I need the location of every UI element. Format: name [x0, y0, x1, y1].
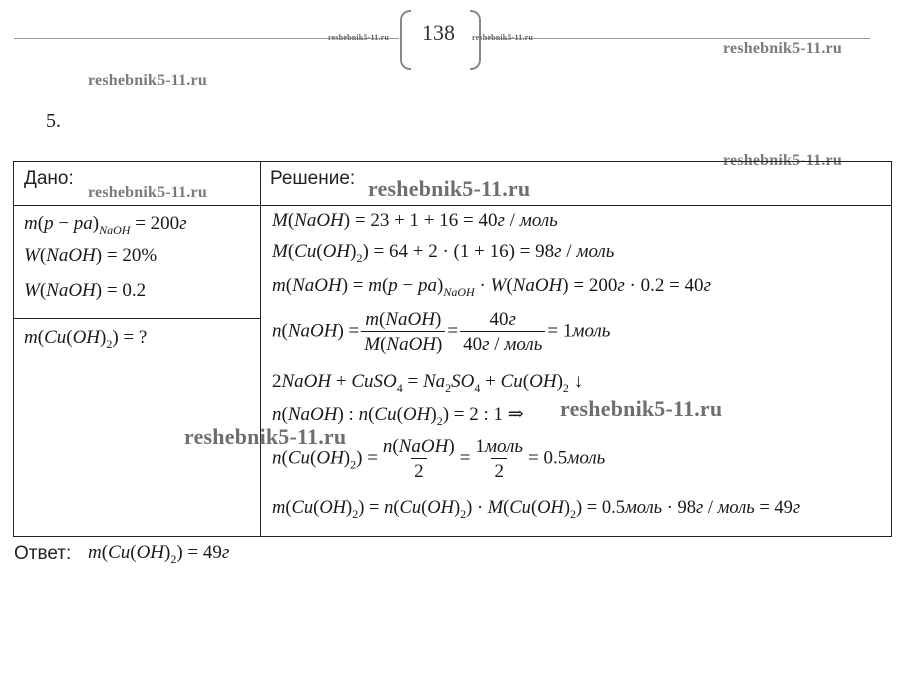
answer-value: $m(Cu(OH)_2) = 49г$	[88, 542, 230, 566]
watermark: reshebnik5-11.ru	[723, 152, 842, 169]
task-number: 5.	[46, 110, 61, 132]
molar-mass-naoh: M(NaOH) = 23 + 1 + 16 = 40г / моль	[272, 210, 558, 231]
watermark: reshebnik5-11.ru	[328, 33, 390, 42]
watermark: reshebnik5-11.ru	[560, 396, 723, 421]
watermark: reshebnik5-11.ru	[472, 33, 534, 42]
given-mass-fraction-percent: W(NaOH) = 20%	[24, 245, 158, 266]
watermark: reshebnik5-11.ru	[184, 424, 347, 449]
find-mass-cu-oh2: $m(Cu(OH)_2)$ = ?	[24, 327, 148, 351]
header-rule-right	[485, 38, 870, 39]
mass-cu-oh2: $m(Cu(OH)_2) = n(Cu(OH)_2) \cdot M(Cu(OH)_2)$ = 0.5моль · 98г / моль = 49г	[272, 498, 801, 521]
given-find-divider	[13, 318, 261, 319]
watermark: reshebnik5-11.ru	[88, 184, 207, 201]
reaction-equation: 2NaOH + CuSO$_4$ = $Na_2SO_4 + Cu(OH)_2$ ↓	[272, 371, 584, 395]
mass-naoh: m(NaOH) = $m(p - pa)_{NaOH}$ · W(NaOH) = 200г · 0.2 = 40г	[272, 275, 711, 299]
given-mass-fraction-decimal: W(NaOH) = 0.2	[24, 280, 147, 301]
molar-mass-cu-oh2: $M(Cu(OH)_2) = 64 + 2 \cdot (1 + 16) = 98г$ / моль	[272, 241, 615, 265]
watermark: reshebnik5-11.ru	[368, 176, 531, 201]
watermark: reshebnik5-11.ru	[88, 72, 207, 89]
moles-cu-oh2: $n(Cu(OH)_2)$ = $\frac{\text{n(NaOH)}}{2}$ = $\frac{\text{1моль}}{2}$ = 0.5моль	[272, 436, 606, 482]
watermark: reshebnik5-11.ru	[723, 40, 842, 57]
table-column-divider	[260, 161, 261, 536]
mole-ratio: n(NaOH) : $n(Cu(OH)_2) = 2$ : 1 ⇒	[272, 404, 524, 428]
page-number: 138	[422, 20, 455, 45]
answer-label: Ответ:	[14, 543, 72, 564]
solution-label: Решение:	[270, 168, 356, 189]
table-header-divider	[13, 205, 891, 206]
page-number-left-brace	[400, 10, 411, 70]
given-mass-solution: $m(p - pa)_{NaOH} = 200г$	[24, 213, 187, 237]
given-label: Дано:	[24, 168, 74, 189]
moles-naoh: n(NaOH) = $\frac{\text{m(NaOH)}}{\text{M(NaOH)}}$ = $\frac{40г}{\text{40г / моль}}$ = 1моль	[272, 309, 611, 355]
